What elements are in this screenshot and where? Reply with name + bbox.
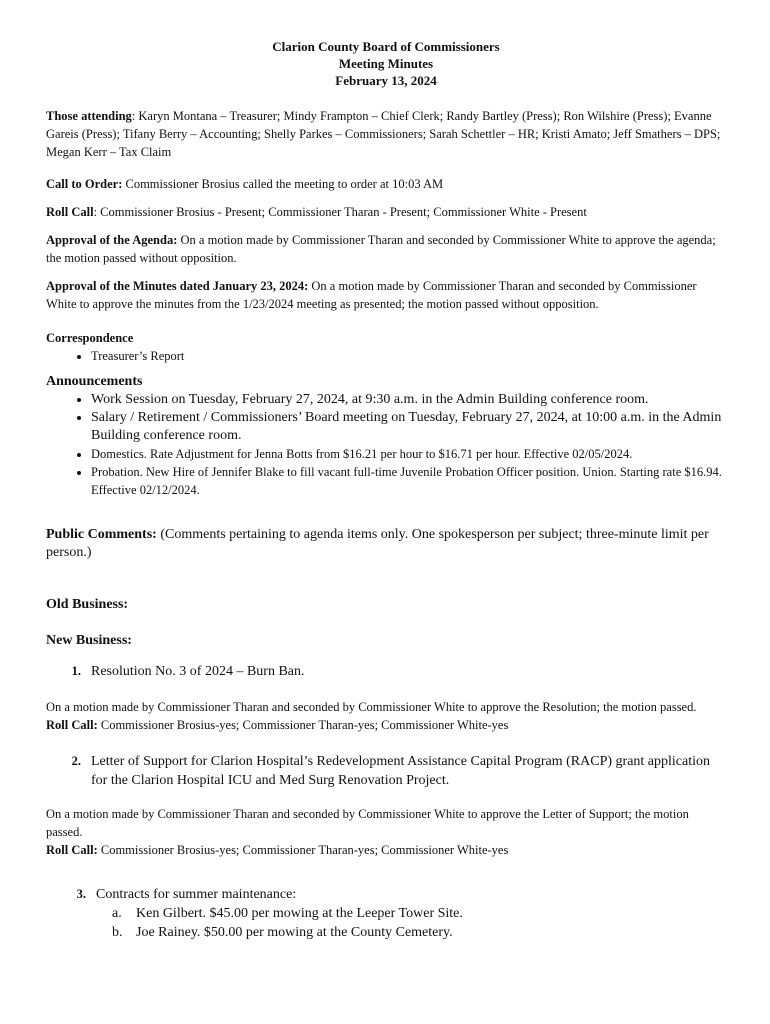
call-to-order-text: Commissioner Brosius called the meeting to order at 10:03 AM	[122, 177, 444, 191]
roll-call-text: : Commissioner Brosius - Present; Commissioner Tharan - Present; Commissioner White - Present	[93, 205, 587, 219]
meeting-date: February 13, 2024	[335, 73, 437, 88]
roll-call-label: Roll Call	[46, 205, 94, 219]
agenda-label: Approval of the Agenda:	[46, 233, 178, 247]
item-title: Letter of Support for Clarion Hospital’s Redevelopment Assistance Capital Program (RACP) grant application for the Clarion Hospital ICU and Med Surg Renovation Project.	[91, 754, 710, 788]
list-item: • Domestics. Rate Adjustment for Jenna Botts from $16.21 per hour to $16.71 per hour. Effective 02/05/2024.	[91, 445, 726, 463]
org-title: Clarion County Board of Commissioners	[272, 39, 500, 54]
old-business-heading: Old Business:	[46, 597, 129, 612]
roll-call-text: Commissioner Brosius-yes; Commissioner Tharan-yes; Commissioner White-yes	[97, 843, 509, 857]
announcements-heading: Announcements	[46, 374, 143, 389]
attending-paragraph	[46, 107, 726, 161]
list-item: • Treasurer’s Report	[91, 347, 726, 365]
correspondence-list	[46, 347, 726, 365]
doc-title: Meeting Minutes	[338, 56, 434, 71]
minutes-paragraph	[46, 277, 726, 313]
new-business-heading: New Business:	[46, 633, 132, 648]
public-comments-paragraph	[46, 526, 726, 562]
new-business-item-3	[46, 885, 726, 904]
document-page	[46, 38, 726, 942]
roll-call-paragraph	[46, 203, 726, 221]
subitem-letter: b.	[112, 925, 123, 940]
roll-call-label: Roll Call:	[46, 843, 98, 857]
roll-call-label: Roll Call:	[46, 718, 98, 732]
item-1-motion: On a motion made by Commissioner Tharan and seconded by Commissioner White to approve the Resolution; the motion passed.	[46, 700, 697, 714]
subitem-text: Ken Gilbert. $45.00 per mowing at the Leeper Tower Site.	[136, 906, 463, 921]
public-comments-text: (Comments pertaining to agenda items only. One spokesperson per subject; three-minute limit per person.)	[46, 527, 709, 560]
list-item: • Work Session on Tuesday, February 27, 2024, at 9:30 a.m. in the Admin Building conference room.	[91, 391, 726, 409]
list-item: • Probation. New Hire of Jennifer Blake to fill vacant full-time Juvenile Probation Officer position. Union. Starting rate $16.94. Effective 02/12/2024.	[91, 463, 726, 499]
announcements-list	[46, 391, 726, 499]
item-number: 2.	[71, 754, 81, 768]
item-number: 3.	[76, 887, 86, 901]
list-item: • Salary / Retirement / Commissioners’ Board meeting on Tuesday, February 27, 2024, at 10:00 a.m. in the Admin Building conference room.	[91, 409, 726, 445]
public-comments-label: Public Comments:	[46, 527, 157, 542]
correspondence-heading: Correspondence	[46, 331, 134, 345]
minutes-label: Approval of the Minutes dated January 23, 2024:	[46, 279, 309, 293]
item-2-motion: On a motion made by Commissioner Tharan and seconded by Commissioner White to approve the Letter of Support; the motion passed.	[46, 807, 689, 839]
item-1-roll-call	[46, 716, 726, 734]
agenda-text: On a motion made by Commissioner Tharan and seconded by Commissioner White to approve the agenda; the motion passed without opposition.	[46, 233, 716, 265]
attending-text: : Karyn Montana – Treasurer; Mindy Frampton – Chief Clerk; Randy Bartley (Press); Ron Wilshire (Press); Evanne Gareis (Press); Tifany Berry – Accounting; Shelly Parkes – Commissioners; Sarah Schettler – HR; Kristi Amato; Jeff Smathers – DPS; Megan Kerr – Tax Claim	[46, 109, 721, 159]
item-3-subitem-b	[46, 923, 726, 942]
subitem-text: Joe Rainey. $50.00 per mowing at the County Cemetery.	[136, 925, 453, 940]
agenda-paragraph	[46, 231, 726, 267]
item-title: Contracts for summer maintenance:	[96, 887, 297, 902]
item-2-roll-call	[46, 841, 726, 859]
minutes-text: On a motion made by Commissioner Tharan and seconded by Commissioner White to approve the minutes from the 1/23/2024 meeting as presented; the motion passed without opposition.	[46, 279, 697, 311]
item-3-subitem-a	[46, 904, 726, 923]
document-header	[46, 38, 726, 89]
call-to-order-label: Call to Order:	[46, 177, 123, 191]
new-business-item-1	[46, 662, 726, 681]
subitem-letter: a.	[112, 906, 122, 921]
item-title: Resolution No. 3 of 2024 – Burn Ban.	[91, 664, 305, 679]
item-number: 1.	[71, 664, 81, 678]
new-business-item-2	[46, 752, 726, 790]
roll-call-text: Commissioner Brosius-yes; Commissioner Tharan-yes; Commissioner White-yes	[97, 718, 509, 732]
call-to-order-paragraph	[46, 175, 726, 193]
attending-label: Those attending	[46, 109, 132, 123]
